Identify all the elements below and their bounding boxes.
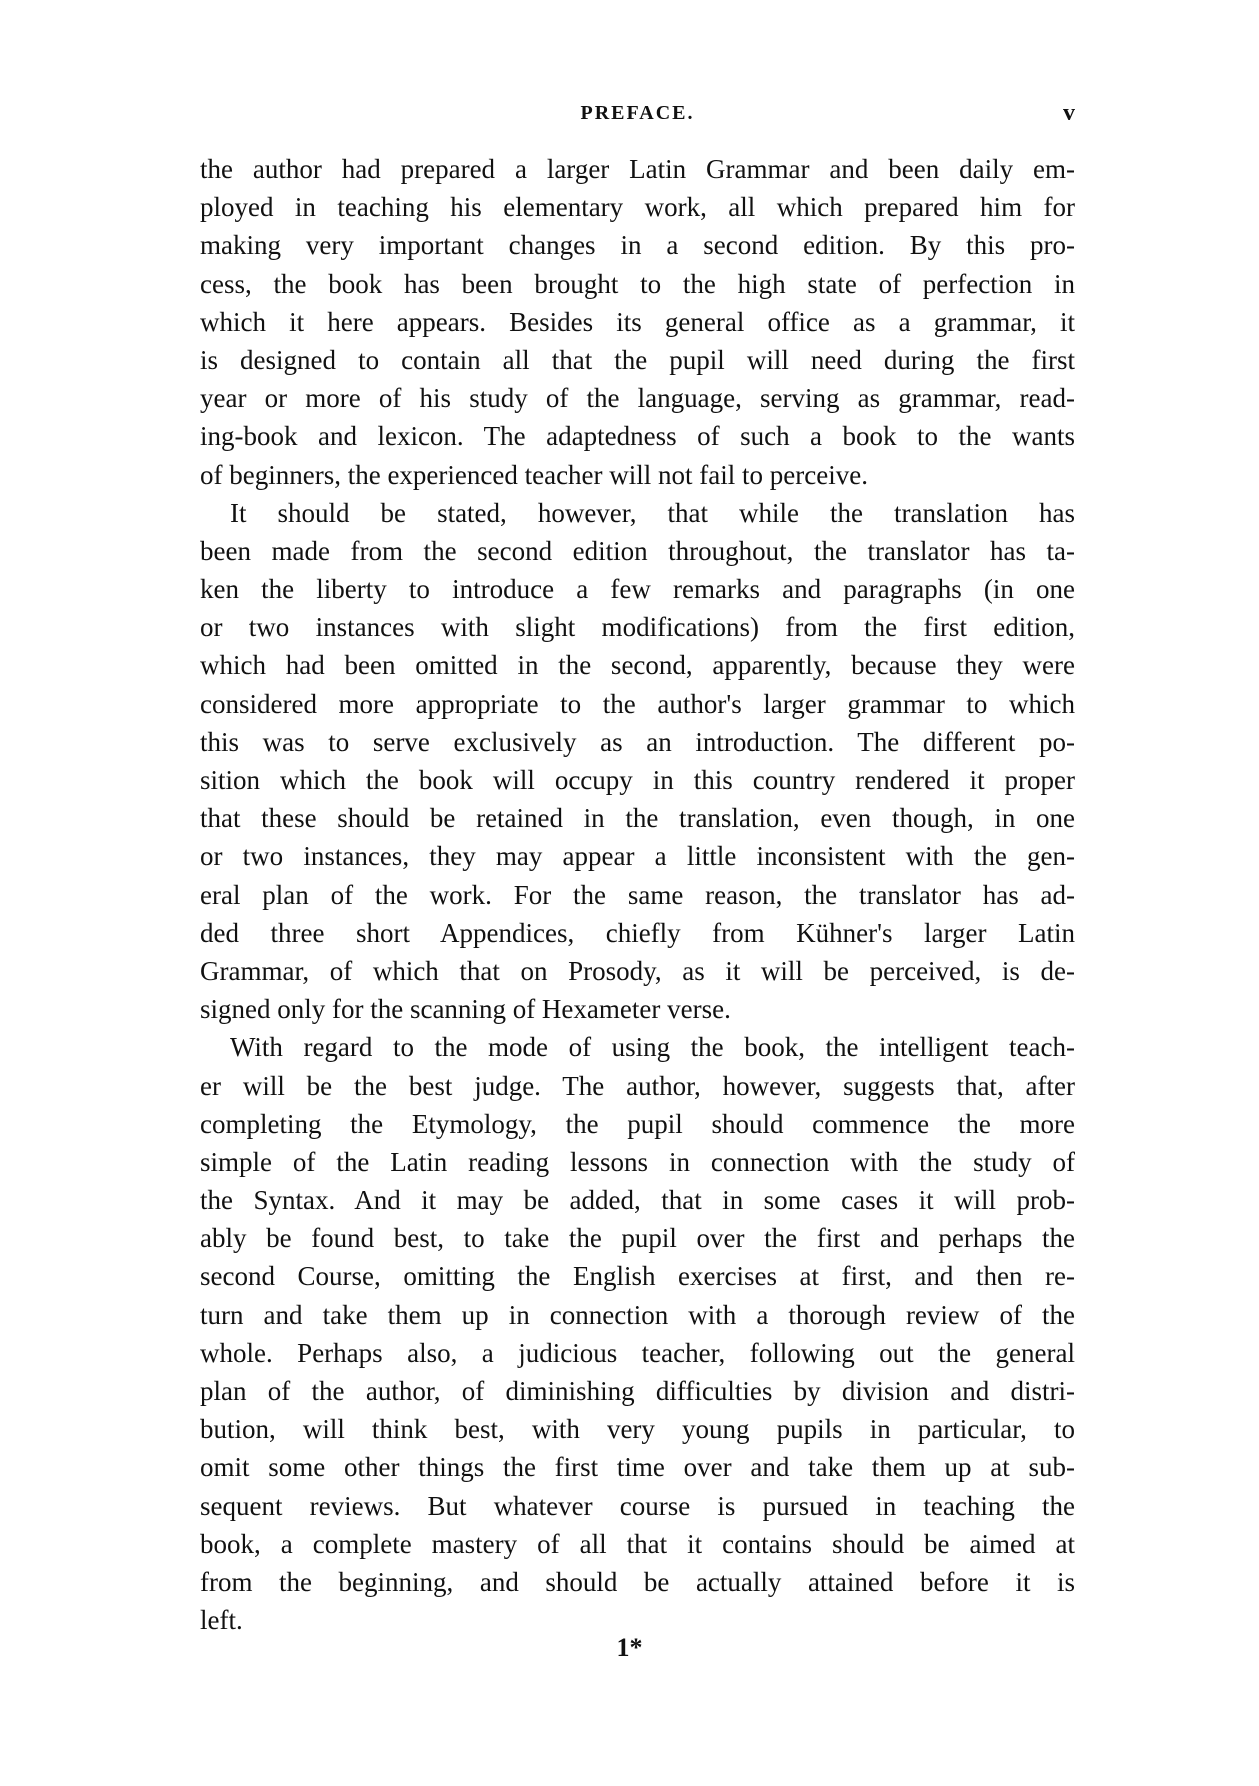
text-line: or two instances, they may appear a little inconsistent with the gen- bbox=[200, 841, 1075, 872]
text-line: is designed to contain all that the pupil will need during the first bbox=[200, 344, 1075, 375]
text-line: book, a complete mastery of all that it contains should be aimed at bbox=[200, 1528, 1075, 1559]
paragraph bbox=[200, 1028, 1075, 1639]
text-line: considered more appropriate to the author's larger grammar to which bbox=[200, 688, 1075, 719]
text-line: ably be found best, to take the pupil over the first and perhaps the bbox=[200, 1223, 1075, 1254]
text-line: the author had prepared a larger Latin Grammar and been daily em- bbox=[200, 154, 1075, 184]
text-line: er will be the best judge. The author, however, suggests that, after bbox=[200, 1070, 1075, 1101]
text-line: or two instances with slight modifications) from the first edition, bbox=[200, 612, 1075, 643]
text-line: ded three short Appendices, chiefly from Kühner's larger Latin bbox=[200, 917, 1075, 948]
text-line: completing the Etymology, the pupil should commence the more bbox=[200, 1108, 1075, 1139]
text-line: turn and take them up in connection with a thorough review of the bbox=[200, 1299, 1075, 1330]
text-line: cess, the book has been brought to the high state of perfection in bbox=[200, 268, 1075, 299]
text-line: the Syntax. And it may be added, that in some cases it will prob- bbox=[200, 1185, 1075, 1216]
page-number: v bbox=[1063, 100, 1075, 126]
text-line: second Course, omitting the English exercises at first, and then re- bbox=[200, 1261, 1075, 1292]
text-line: year or more of his study of the language, serving as grammar, read- bbox=[200, 383, 1075, 414]
text-line: from the beginning, and should be actually attained before it is bbox=[200, 1566, 1075, 1597]
paragraph bbox=[200, 494, 1075, 1029]
text-line: ken the liberty to introduce a few remarks and paragraphs (in one bbox=[200, 574, 1075, 605]
text-line: omit some other things the first time over and take them up at sub- bbox=[200, 1452, 1075, 1483]
text-line: ing-book and lexicon. The adaptedness of such a book to the wants bbox=[200, 421, 1075, 452]
text-line: sequent reviews. But whatever course is pursued in teaching the bbox=[200, 1490, 1075, 1521]
text-line: Grammar, of which that on Prosody, as it will be perceived, is de- bbox=[200, 955, 1075, 986]
text-line: which it here appears. Besides its general office as a grammar, it bbox=[200, 306, 1075, 337]
running-title: PREFACE. bbox=[580, 102, 695, 124]
text-line: which had been omitted in the second, apparently, because they were bbox=[200, 650, 1075, 681]
text-line: bution, will think best, with very young pupils in particular, to bbox=[200, 1414, 1075, 1445]
paragraph bbox=[200, 150, 1075, 494]
text-line: eral plan of the work. For the same reason, the translator has ad- bbox=[200, 879, 1075, 910]
text-line: whole. Perhaps also, a judicious teacher, following out the general bbox=[200, 1337, 1075, 1368]
text-line: simple of the Latin reading lessons in connection with the study of bbox=[200, 1146, 1075, 1177]
signature-mark: 1* bbox=[616, 1633, 643, 1662]
text-line: It should be stated, however, that while the translation has bbox=[230, 497, 1075, 528]
text-line: sition which the book will occupy in this country rendered it proper bbox=[200, 765, 1075, 795]
text-line: of beginners, the experienced teacher will not fail to perceive. bbox=[200, 459, 868, 490]
text-line: left. bbox=[200, 1605, 243, 1636]
text-line: making very important changes in a second edition. By this pro- bbox=[200, 230, 1075, 261]
text-line: plan of the author, of diminishing difficulties by division and distri- bbox=[200, 1376, 1075, 1406]
text-line: signed only for the scanning of Hexameter verse. bbox=[200, 994, 731, 1025]
text-line: ployed in teaching his elementary work, all which prepared him for bbox=[200, 192, 1075, 223]
body-text bbox=[200, 150, 1075, 1639]
text-line: this was to serve exclusively as an introduction. The different po- bbox=[200, 726, 1075, 757]
running-head bbox=[200, 102, 1075, 136]
text-line: that these should be retained in the translation, even though, in one bbox=[200, 803, 1075, 834]
text-line: With regard to the mode of using the book, the intelligent teach- bbox=[230, 1032, 1075, 1063]
text-line: been made from the second edition throughout, the translator has ta- bbox=[200, 535, 1075, 566]
